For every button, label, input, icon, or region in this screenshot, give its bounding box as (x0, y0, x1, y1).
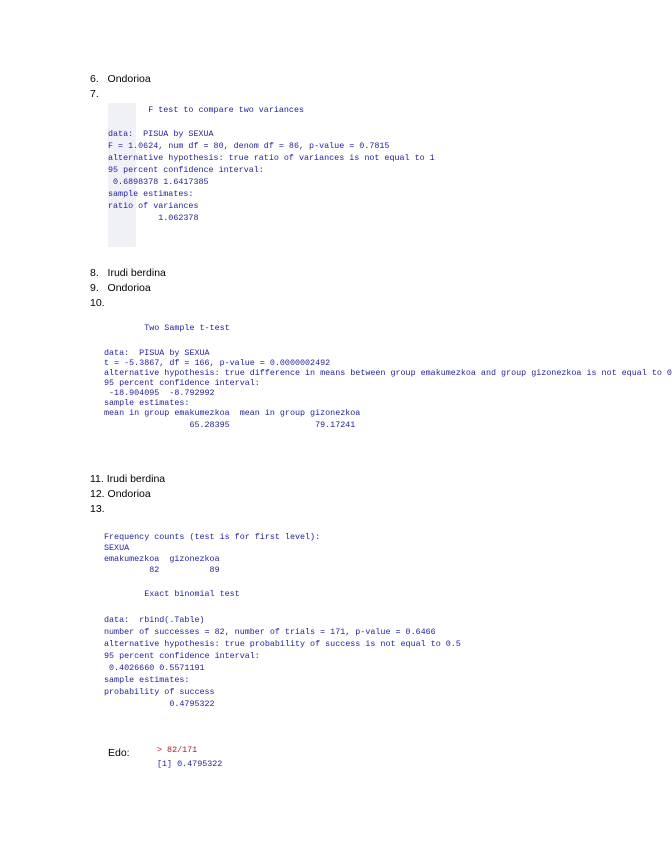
output-line: mean in group emakumezkoa mean in group gizonezkoa (104, 408, 361, 418)
list-item-6 (90, 73, 151, 85)
item-number: 7. (90, 88, 99, 100)
item-number: 9. (90, 282, 99, 294)
output-line: emakumezkoa gizonezkoa (104, 554, 220, 564)
output-line: 95 percent confidence interval: (108, 165, 264, 175)
console-calculation (155, 744, 265, 774)
f-test-output (108, 103, 508, 247)
output-line: SEXUA (104, 543, 130, 553)
output-line: Two Sample t-test (104, 323, 230, 333)
list-item-13 (90, 503, 105, 515)
list-item-8 (90, 267, 166, 279)
item-number: 6. (90, 73, 99, 85)
t-test-output (104, 318, 672, 458)
output-line: 0.4026660 0.5571191 (104, 663, 205, 673)
output-line: Frequency counts (test is for first level): (104, 532, 321, 542)
console-command: > 82/171 (157, 745, 198, 755)
output-line: data: rbind(.Table) (104, 615, 205, 625)
output-line: probability of success (104, 687, 215, 697)
output-line: alternative hypothesis: true difference in means between group emakumezkoa and group gizonezkoa is not equal to 0 (104, 368, 672, 378)
edo-label: Edo: (108, 747, 130, 759)
list-item-12 (90, 488, 151, 500)
console-result: [1] 0.4795322 (157, 759, 223, 769)
output-line: 0.6898378 1.6417385 (108, 177, 209, 187)
item-text: Ondorioa (107, 488, 151, 500)
item-number: 11. (90, 473, 104, 485)
output-line: 65.28395 79.17241 (104, 420, 356, 430)
item-text: Irudi berdina (106, 473, 166, 485)
binomial-test-output (104, 530, 534, 722)
output-line: 1.062378 (108, 213, 199, 223)
output-line: alternative hypothesis: true ratio of variances is not equal to 1 (108, 153, 435, 163)
item-number: 10. (90, 297, 105, 309)
list-item-10 (90, 297, 105, 309)
output-line: number of successes = 82, number of trials = 171, p-value = 0.6466 (104, 627, 436, 637)
item-text: Irudi berdina (107, 267, 166, 279)
output-line: F = 1.0624, num df = 80, denom df = 86, p-value = 0.7815 (108, 141, 390, 151)
output-line: 95 percent confidence interval: (104, 378, 260, 388)
output-line: -18.904095 -8.792992 (104, 388, 215, 398)
output-line: data: PISUA by SEXUA (108, 129, 214, 139)
list-item-11 (90, 473, 165, 485)
output-line: sample estimates: (104, 398, 190, 408)
item-number: 13. (90, 503, 105, 515)
item-text: Ondorioa (107, 282, 151, 294)
output-line: alternative hypothesis: true probability of success is not equal to 0.5 (104, 639, 461, 649)
output-line: data: PISUA by SEXUA (104, 348, 210, 358)
output-line: t = -5.3867, df = 166, p-value = 0.0000002492 (104, 358, 331, 368)
output-line: 82 89 (104, 565, 220, 575)
output-line: 95 percent confidence interval: (104, 651, 260, 661)
output-line: 0.4795322 (104, 699, 215, 709)
output-line: ratio of variances (108, 201, 199, 211)
output-line: Exact binomial test (104, 589, 240, 599)
item-number: 8. (90, 267, 99, 279)
list-item-7 (90, 88, 99, 100)
item-text: Ondorioa (107, 73, 151, 85)
list-item-9 (90, 282, 151, 294)
output-line: F test to compare two variances (108, 105, 305, 115)
output-line: sample estimates: (108, 189, 194, 199)
item-number: 12. (90, 488, 105, 500)
output-line: sample estimates: (104, 675, 190, 685)
